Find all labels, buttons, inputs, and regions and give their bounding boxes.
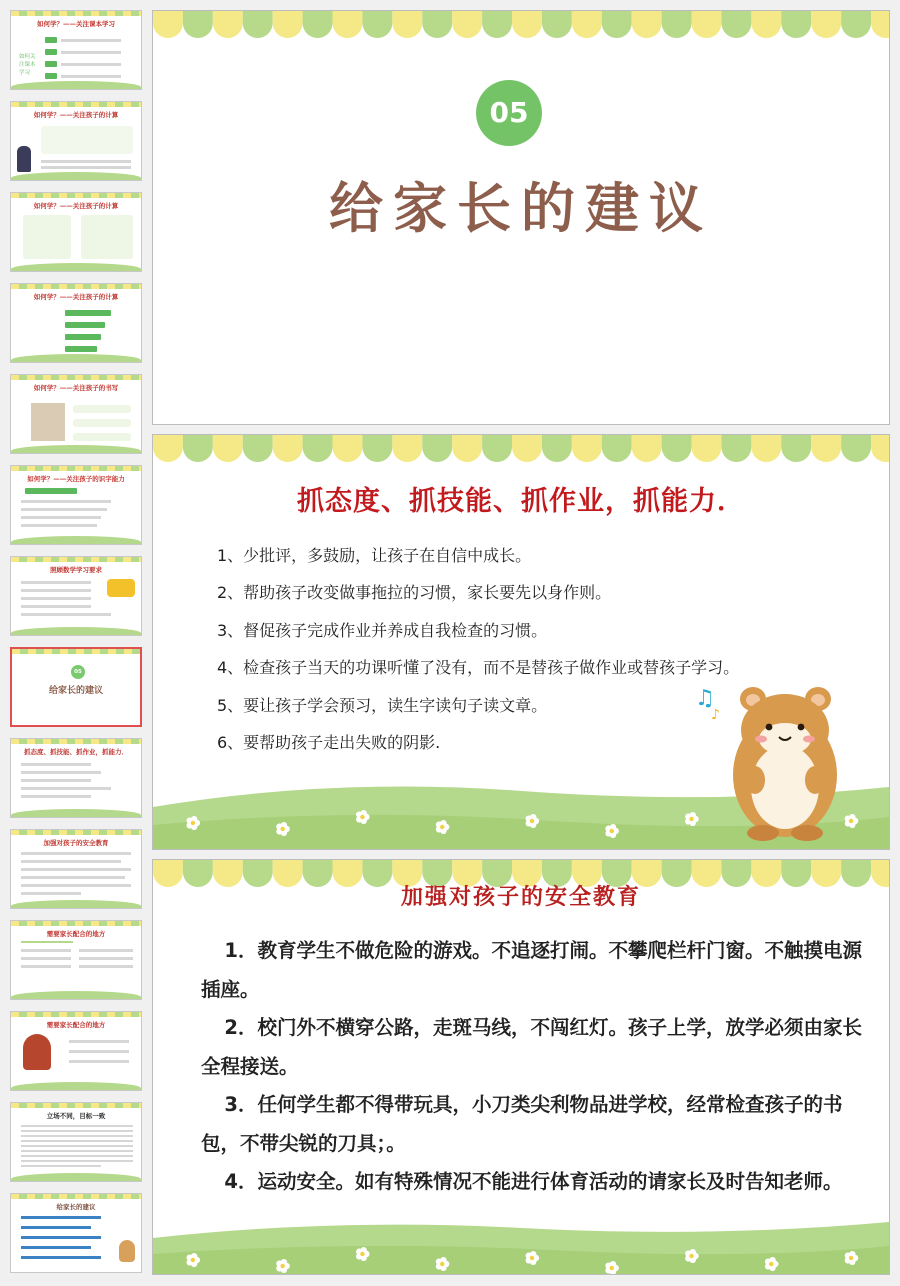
grass-hill — [153, 1214, 889, 1274]
slide-thumbnail-14[interactable] — [10, 1193, 142, 1273]
section-title: 给家长的建议 — [329, 177, 713, 240]
svg-text:♪: ♪ — [711, 707, 720, 723]
slide-title: 抓态度、抓技能、抓作业，抓能力． — [297, 486, 745, 517]
safety-paragraphs — [201, 932, 863, 1202]
slide-thumbnail-1[interactable] — [10, 10, 142, 90]
scallop-border — [153, 11, 889, 41]
slide-thumbnail-5[interactable] — [10, 374, 142, 454]
thumbnail-title: 如何学？——关注课本学习 — [37, 20, 115, 28]
slide-thumbnail-13[interactable] — [10, 1102, 142, 1182]
slide-thumbnail-7[interactable] — [10, 556, 142, 636]
paragraph: 1．教育学生不做危险的游戏。不追逐打闹。不攀爬栏杆门窗。不触摸电源插座。 — [201, 939, 862, 1001]
thumbnail-title: 如何学？——关注孩子的计算 — [33, 202, 119, 210]
thumbnail-title: 给家长的建议 — [56, 1203, 96, 1211]
slide-safety — [152, 859, 890, 1275]
slide-thumbnail-6[interactable] — [10, 465, 142, 545]
slide-thumbnail-3[interactable] — [10, 192, 142, 272]
slide-thumbnail-11[interactable] — [10, 920, 142, 1000]
thumbnail-number: 05 — [71, 665, 85, 679]
slide-thumbnail-9[interactable] — [10, 738, 142, 818]
thumbnail-title: 如何学？——关注孩子的计算 — [33, 111, 119, 119]
slide-title: 加强对孩子的安全教育 — [400, 885, 641, 910]
slide-thumbnail-8[interactable] — [10, 647, 142, 727]
thumbnail-title: 需要家长配合的地方 — [46, 930, 106, 938]
thumbnail-title: 如何学？——关注孩子的书写 — [33, 384, 119, 392]
slide-thumbnail-12[interactable] — [10, 1011, 142, 1091]
thumbnail-side-label: 如何关注课本学习 — [19, 54, 36, 76]
thumbnail-title: 如何学？——关注孩子的计算 — [33, 293, 119, 301]
list-item: 6、要帮助孩子走出失败的阴影. — [217, 732, 441, 752]
thumbnail-title: 给家长的建议 — [48, 686, 103, 696]
thumbnail-title: 需要家长配合的地方 — [46, 1021, 106, 1029]
slide-section-title — [152, 10, 890, 425]
scallop-border — [153, 435, 889, 465]
list-item: 1、少批评，多鼓励，让孩子在自信中成长。 — [217, 546, 532, 565]
paragraph: 4．运动安全。如有特殊情况不能进行体育活动的请家长及时告知老师。 — [224, 1170, 843, 1193]
section-number-badge: 05 — [476, 80, 542, 146]
thumbnail-title: 抓态度、抓技能、抓作业，抓能力． — [24, 748, 128, 756]
list-item: 3、督促孩子完成作业并养成自我检查的习惯。 — [217, 620, 548, 640]
thumbnail-title: 照顾数学学习要求 — [50, 566, 102, 574]
hamster-illustration — [693, 675, 873, 845]
thumbnail-title: 立场不同，目标一致 — [46, 1112, 106, 1120]
thumbnail-title: 加强对孩子的安全教育 — [43, 839, 109, 847]
slide-tips — [152, 434, 890, 850]
list-item: 2、帮助孩子改变做事拖拉的习惯，家长要先以身作则。 — [217, 583, 612, 603]
list-item: 5、要让孩子学会预习，读生字读句子读文章。 — [217, 695, 548, 715]
svg-text:♫: ♫ — [695, 686, 715, 711]
slide-thumbnail-2[interactable] — [10, 101, 142, 181]
slide-thumbnail-4[interactable] — [10, 283, 142, 363]
slide-thumbnail-10[interactable] — [10, 829, 142, 909]
paragraph: 3．任何学生都不得带玩具，小刀类尖利物品进学校，经常检查孩子的书包，不带尖锐的刀具；。 — [201, 1093, 843, 1155]
thumbnail-title: 如何学？——关注孩子的识字能力 — [27, 475, 125, 483]
list-item: 4、检查孩子当天的功课听懂了没有，而不是替孩子做作业或替孩子学习。 — [217, 658, 740, 678]
paragraph: 2．校门外不横穿公路，走斑马线，不闯红灯。孩子上学，放学必须由家长全程接送。 — [201, 1016, 862, 1078]
slide-thumbnail-panel — [0, 0, 148, 1286]
